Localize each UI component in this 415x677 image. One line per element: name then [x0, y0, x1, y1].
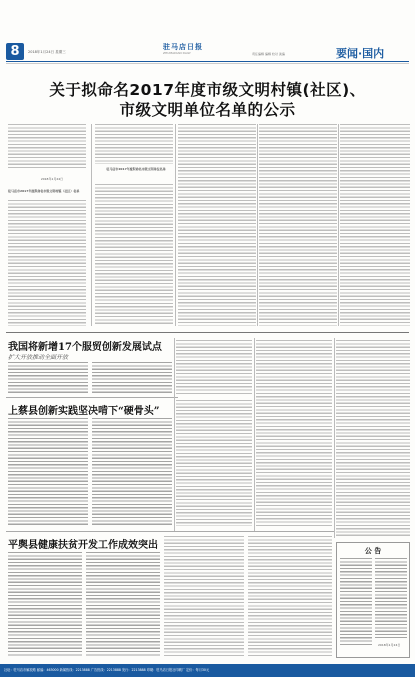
col-divider: [91, 124, 92, 326]
notice-subheading-1: 驻马店市2017年度拟命名市级文明村镇（社区）名单: [8, 189, 80, 193]
headline-line2: 市级文明单位名单的公示: [119, 101, 296, 119]
article1-text-col2: [92, 362, 172, 394]
notice-list-col2b: [95, 184, 173, 326]
divider: [6, 531, 334, 532]
notice-list-col2a: [95, 124, 173, 164]
header-rule: [6, 61, 409, 62]
article1-text-col3: [176, 340, 252, 394]
article3-text-col4: [248, 536, 332, 656]
article3-text-col1: [8, 552, 82, 656]
editors-line: 责任编辑 编辑 校对 美编: [252, 52, 285, 56]
issue-date: 2018年1月24日 星期三: [28, 50, 66, 54]
article1-title: 我国将新增17个服贸创新发展试点: [8, 342, 162, 353]
col-divider: [174, 338, 175, 532]
notice-subheading-2: 驻马店市2017年度拟命名市级文明单位名单: [106, 167, 166, 171]
col-divider: [254, 338, 255, 532]
col-divider: [338, 124, 339, 326]
col-divider: [175, 124, 176, 326]
announcement-title: 公 告: [364, 547, 382, 555]
article2-text-col3: [176, 400, 252, 526]
footer-text: 社址：驻马店市解放路 邮编：463000 新闻热线：2213888 广告热线：2213888 发行：2213888 印刷：驻马店日报社印刷厂 定价：每月30元: [4, 668, 210, 672]
header-rule-thin: [6, 63, 409, 64]
masthead-sub: ZHUMADIAN DAILY: [163, 51, 191, 55]
article3-title: 平舆县健康扶贫开发工作成效突出: [8, 540, 158, 551]
article2-title: 上蔡县创新实践坚决啃下“硬骨头”: [8, 406, 160, 417]
col-divider: [334, 338, 335, 538]
article3-text-col2: [86, 552, 160, 656]
notice-date: 2018年1月24日: [40, 177, 64, 181]
section-title: 要闻·国内: [336, 47, 385, 60]
article1-text-col1: [8, 362, 88, 394]
announcement-date: 2018年1月24日: [378, 643, 401, 647]
article1-subtitle: 扩大开放推动全面开放: [8, 354, 69, 361]
headline-line1: 关于拟命名2017年度市级文明村镇(社区)、: [49, 81, 366, 99]
article2-text-col2: [92, 418, 172, 526]
masthead: 驻马店日报: [163, 42, 203, 51]
notice-list-col5: [340, 124, 410, 326]
article2-text-col1: [8, 418, 88, 526]
article-right-col: [336, 340, 410, 536]
page-number: 8: [6, 43, 24, 60]
notice-intro-text: [8, 124, 86, 168]
col-divider: [257, 124, 258, 326]
section-divider: [6, 332, 409, 333]
article3-text-col3: [164, 536, 244, 656]
divider: [6, 397, 178, 398]
article-continued-col4: [256, 340, 332, 526]
announcement-text-left: [340, 558, 372, 646]
notice-list-col3: [178, 124, 256, 326]
announcement-text-right: [375, 558, 407, 638]
notice-list-col1: [8, 200, 86, 326]
notice-list-col4: [259, 124, 337, 326]
